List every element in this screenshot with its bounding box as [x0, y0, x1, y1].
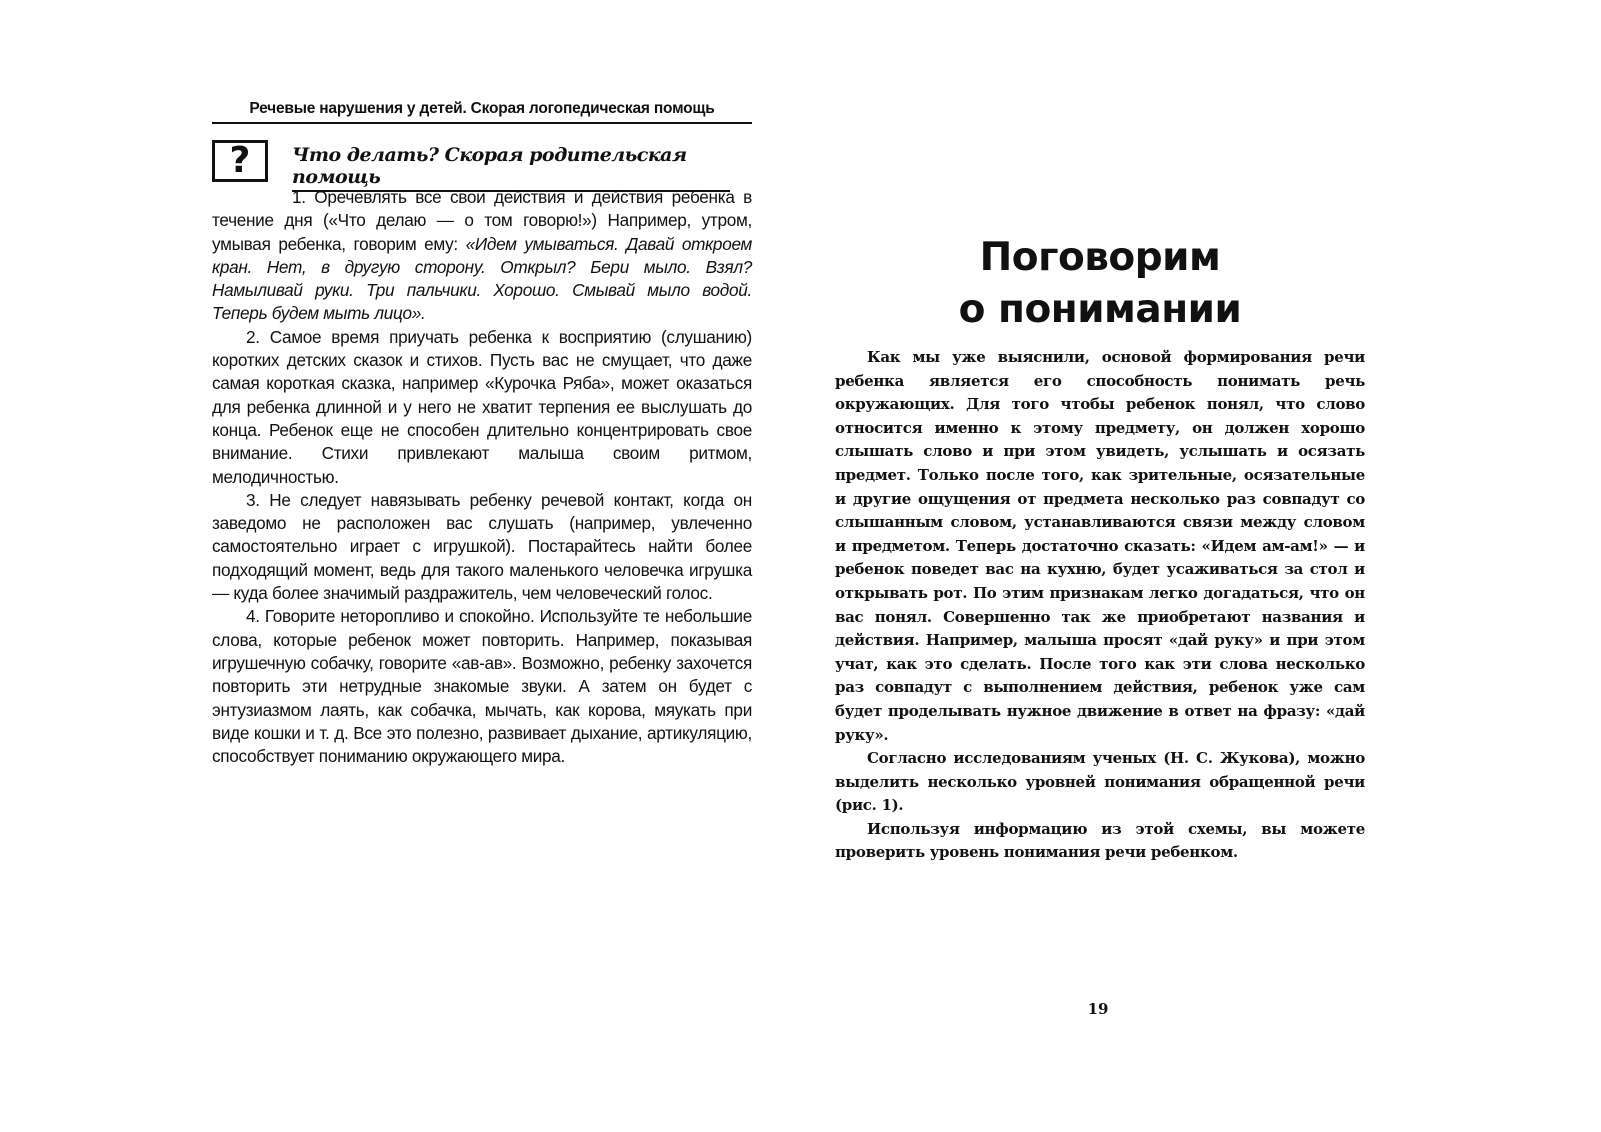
question-mark-icon: ? — [212, 140, 268, 182]
running-head: Речевые нарушения у детей. Скорая логопедическая помощь — [212, 100, 752, 124]
right-paragraph-2: Согласно исследованиям ученых (Н. С. Жукова), можно выделить несколько уровней понимания обращенной речи (рис. 1). — [835, 749, 1365, 815]
paragraph-1 — [212, 186, 752, 326]
chapter-title — [930, 232, 1270, 336]
paragraph-1-italic: «Идем умываться. Давай откроем кран. Нет, в другую сторону. Открыл? Бери мыло. Взял? Намыливай руки. Три пальчики. Хорошо. Смывай мыло водой. Теперь будем мыть лицо». — [212, 233, 753, 324]
right-body-text — [835, 346, 1365, 865]
paragraph-1-normal: 1. Оречевлять все свои действия и действия ребенка в течение дня («Что делаю — о том говорю!») Например, утром, умывая ребенка, говорим ему: — [212, 187, 752, 254]
paragraph-4: 4. Говорите неторопливо и спокойно. Используйте те небольшие слова, которые ребенок может повторить. Например, показывая игрушечную собачку, говорите «ав-ав». Возможно, ребенку захочется повторить эти нетрудные знакомые звуки. А затем он будет с энтузиазмом лаять, как собачка, мычать, как корова, мяукать при виде кошки и т. д. Все это полезно, развивает дыхание, артикуляцию, способствует пониманию окружающего мира. — [212, 606, 752, 767]
page-number: 19 — [1087, 1000, 1109, 1018]
left-page — [0, 0, 800, 1132]
paragraph-3: 3. Не следует навязывать ребенку речевой контакт, когда он заведомо не расположен вас слушать (например, увлеченно самостоятельно играет с игрушкой). Постарайтесь найти более подходящий момент, ведь для такого маленького человечка игрушка — куда более значимый раздражитель, чем человеческий голос. — [212, 489, 752, 604]
left-body-text — [212, 186, 752, 768]
right-paragraph-3: Используя информацию из этой схемы, вы можете проверить уровень понимания речи ребенком. — [835, 819, 1365, 862]
chapter-title-line-1: Поговорим — [979, 235, 1221, 280]
right-paragraph-1: Как мы уже выяснили, основой формирования речи ребенка является его способность понимать речь окружающих. Для того чтобы ребенок понял, что слово относится именно к этому предмету, он должен хорошо слышать слово и при этом увидеть, услышать и осязать предмет. Только после того, как зрительные, осязательные и другие ощущения от предмета несколько раз совпадут со слышанным словом, устанавливаются связи между словом и предметом. Теперь достаточно сказать: «Идем ам-ам!» — и ребенок поведет вас на кухню, будет усаживаться за стол и открывать рот. По этим признакам легко догадаться, что он вас понял. Совершенно так же приобретают названия и действия. Например, малыша просят «дай руку» и при этом учат, как это сделать. После того как эти слова несколько раз совпадут с выполнением действия, ребенок уже сам будет проделывать нужное движение в ответ на фразу: «дай руку». — [835, 348, 1365, 744]
right-page — [800, 0, 1601, 1132]
section-title: Что делать? Скорая родительская помощь — [292, 144, 730, 192]
paragraph-2: 2. Самое время приучать ребенка к восприятию (слушанию) коротких детских сказок и стихов. Пусть вас не смущает, что даже самая короткая сказка, например «Курочка Ряба», может оказаться для ребенка длинной и у него не хватит терпения ее выслушать до конца. Ребенок еще не способен длительно концентрировать свое внимание. Стихи привлекают малыша своим ритмом, мелодичностью. — [212, 326, 752, 487]
chapter-title-line-2: о понимании — [958, 287, 1242, 332]
